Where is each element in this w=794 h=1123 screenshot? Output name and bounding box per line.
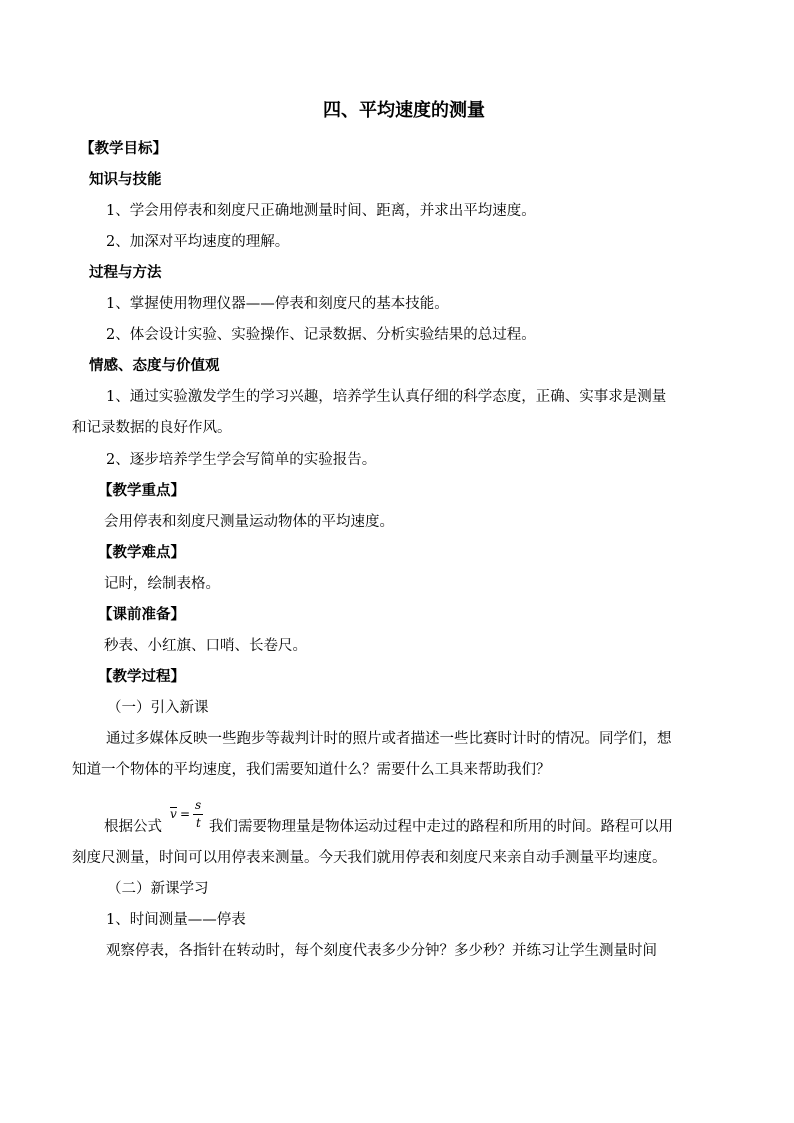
emotion-heading: 情感、态度与价值观 — [89, 357, 220, 374]
difficulty-heading: 【教学难点】 — [98, 544, 185, 561]
page-title: 四、平均速度的测量 — [323, 100, 485, 121]
formula-explanation-line-1: 我们需要物理量是物体运动过程中走过的路程和所用的时间。路程可以用 — [209, 819, 673, 835]
objectives-heading: 【教学目标】 — [80, 140, 167, 157]
formula-equals: = — [180, 807, 191, 821]
emotion-item-1-line-2: 和记录数据的良好作风。 — [72, 420, 232, 436]
emotion-item-1-line-1: 1、通过实验激发学生的学习兴趣，培养学生认真仔细的科学态度，正确、实事求是测量 — [106, 389, 667, 405]
emotion-item-2: 2、逐步培养学生学会写简单的实验报告。 — [106, 452, 377, 468]
intro-paragraph-line-2: 知道一个物体的平均速度，我们需要知道什么？需要什么工具来帮助我们？ — [72, 762, 551, 778]
process-heading: 过程与方法 — [89, 264, 162, 281]
fraction-bar — [193, 814, 203, 815]
formula-denominator: t — [196, 816, 201, 830]
section-intro-heading: （一）引入新课 — [107, 700, 209, 716]
preparation-text: 秒表、小红旗、口哨、长卷尺。 — [104, 638, 307, 654]
average-speed-formula — [167, 798, 207, 834]
section-new-lesson-heading: （二）新课学习 — [107, 881, 209, 897]
stopwatch-observation-text: 观察停表，各指针在转动时，每个刻度代表多少分钟？多少秒？并练习让学生测量时间 — [106, 943, 657, 959]
formula-prefix: 根据公式 — [104, 819, 162, 835]
knowledge-item-1: 1、学会用停表和刻度尺正确地测量时间、距离，并求出平均速度。 — [106, 203, 536, 219]
knowledge-item-2: 2、加深对平均速度的理解。 — [106, 234, 290, 250]
formula-lhs: v — [170, 807, 177, 821]
process-item-1: 1、掌握使用物理仪器——停表和刻度尺的基本技能。 — [106, 296, 449, 312]
difficulty-text: 记时，绘制表格。 — [104, 576, 220, 592]
teaching-process-heading: 【教学过程】 — [98, 668, 185, 685]
formula-explanation-line-2: 刻度尺测量，时间可以用停表来测量。今天我们就用停表和刻度尺来亲自动手测量平均速度。 — [72, 850, 667, 866]
key-points-text: 会用停表和刻度尺测量运动物体的平均速度。 — [104, 514, 394, 530]
intro-paragraph-line-1: 通过多媒体反映一些跑步等裁判计时的照片或者描述一些比赛时计时的情况。同学们，想 — [106, 731, 672, 747]
formula-numerator: s — [195, 798, 202, 812]
preparation-heading: 【课前准备】 — [98, 606, 185, 623]
knowledge-heading: 知识与技能 — [89, 171, 162, 188]
key-points-heading: 【教学重点】 — [98, 482, 185, 499]
time-measurement-heading: 1、时间测量——停表 — [106, 912, 246, 928]
process-item-2: 2、体会设计实验、实验操作、记录数据、分析实验结果的总过程。 — [106, 327, 536, 343]
